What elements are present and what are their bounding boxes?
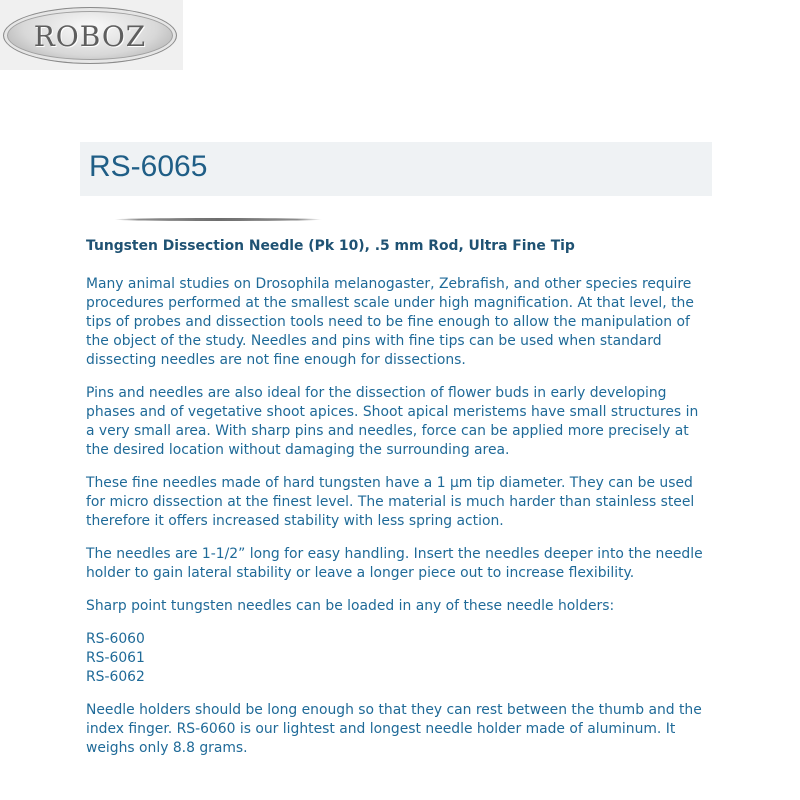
paragraph-2: Pins and needles are also ideal for the dissection of flower buds in early developing phases and of vegetative shoot apices. Shoot apical meristems have small structures in a very small area. With sharp pins and needles, force can be applied more precisely at the desired location without damaging the surrounding area. — [86, 385, 699, 458]
product-code-title: RS-6065 — [89, 150, 208, 183]
paragraph-4: The needles are 1-1/2” long for easy handling. Insert the needles deeper into the needle holder to gain lateral stability or leave a longer piece out to increase flexibility. — [86, 546, 703, 581]
logo-container — [0, 0, 183, 70]
needle-holder-item: RS-6062 — [86, 669, 145, 685]
logo-text: ROBOZ — [33, 20, 147, 53]
paragraph-1: Many animal studies on Drosophila melanogaster, Zebrafish, and other species require procedures performed at the smallest scale under high magnification. At that level, the tips of probes and dissection tools need to be fine enough to allow the manipulation of the object of the study. Needles and pins with fine tips can be used when standard dissecting needles are not fine enough for dissections. — [86, 276, 694, 368]
divider-line — [114, 218, 322, 221]
closing-paragraph: Needle holders should be long enough so that they can rest between the thumb and the index finger. RS-6060 is our lightest and longest needle holder made of aluminum. It weighs only 8.8 grams. — [86, 702, 702, 756]
needle-holder-item: RS-6061 — [86, 650, 145, 666]
needle-holder-list — [86, 630, 710, 687]
paragraph-5: Sharp point tungsten needles can be loaded in any of these needle holders: — [86, 598, 615, 614]
title-bar — [80, 142, 712, 196]
roboz-logo — [3, 7, 177, 64]
needle-holder-item: RS-6060 — [86, 631, 145, 647]
paragraph-3: These fine needles made of hard tungsten have a 1 µm tip diameter. They can be used for micro dissection at the finest level. The material is much harder than stainless steel therefore it offers increased stability with less spring action. — [86, 475, 695, 529]
product-description — [86, 237, 710, 772]
product-subtitle: Tungsten Dissection Needle (Pk 10), .5 mm Rod, Ultra Fine Tip — [86, 238, 575, 254]
